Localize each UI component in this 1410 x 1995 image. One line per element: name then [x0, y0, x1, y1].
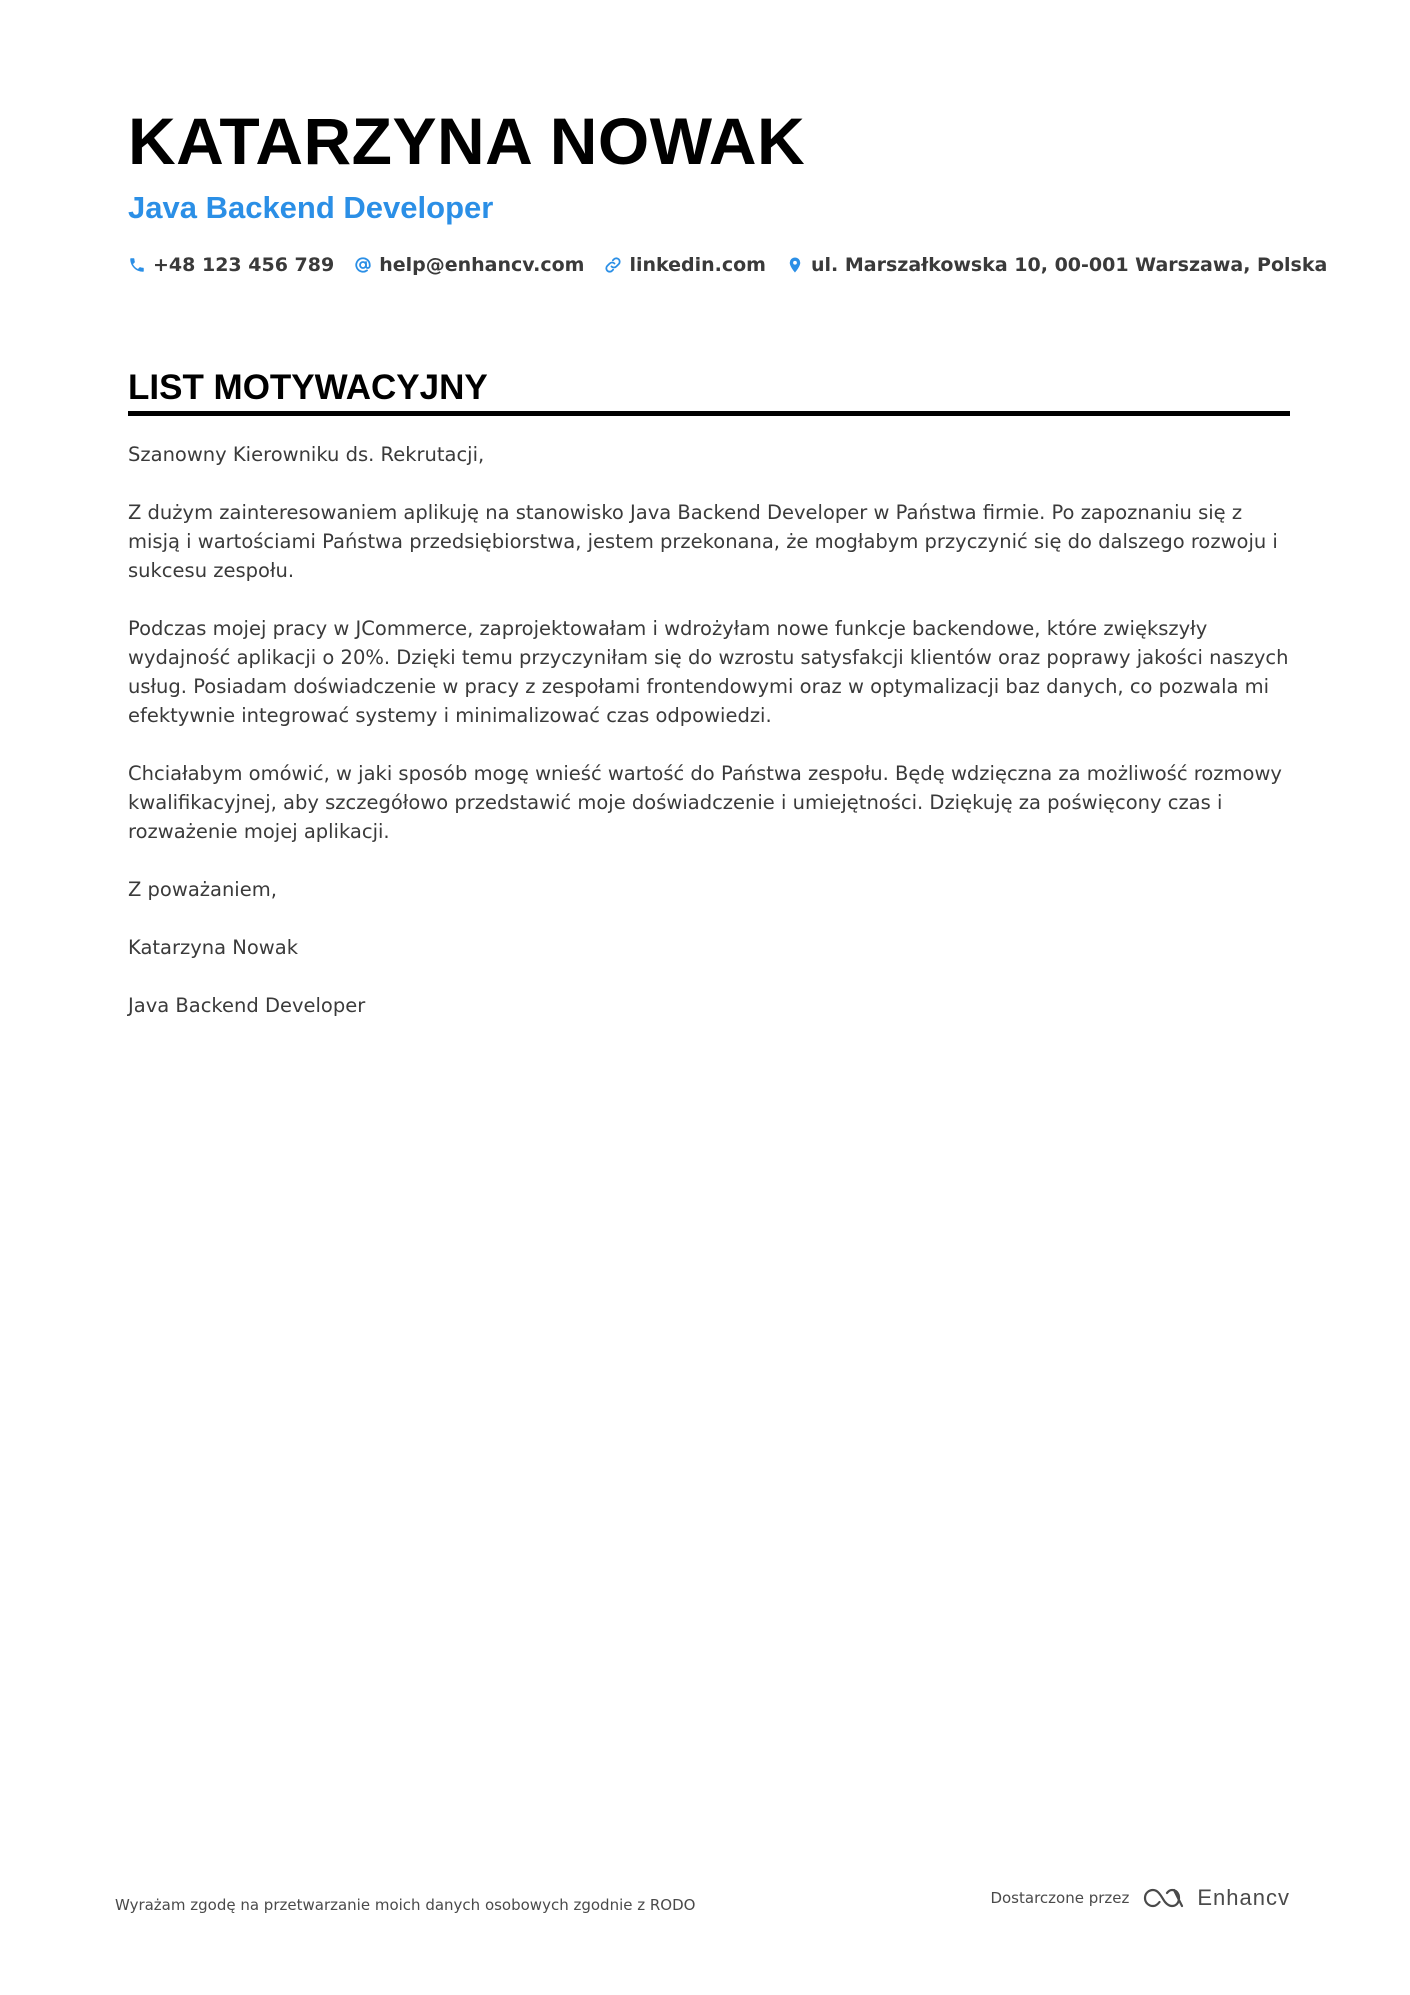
enhancv-brand-name: Enhancv	[1197, 1885, 1290, 1910]
signature-name: Katarzyna Nowak	[128, 936, 298, 959]
letter-greeting: Szanowny Kierowniku ds. Rekrutacji,	[128, 443, 485, 466]
candidate-name: KATARZYNA NOWAK	[128, 104, 806, 178]
powered-by[interactable]	[990, 1884, 1290, 1912]
letter-paragraph-2: Podczas mojej pracy w JCommerce, zaprojektowałam i wdrożyłam nowe funkcje backendowe, które zwiększyły wydajność aplikacji o 20%. Dzięki temu przyczyniłam się do wzrostu satysfakcji klientów oraz poprawy jakości naszych usług. Posiadam doświadczenie w pracy z zespołami frontendowymi oraz w optymalizacji baz danych, co pozwala mi efektywnie integrować systemy i minimalizować czas odpowiedzi.	[128, 617, 1289, 727]
contact-email-text: help@enhancv.com	[379, 254, 585, 276]
section-divider	[128, 411, 1290, 416]
contact-phone-text: +48 123 456 789	[153, 254, 335, 276]
signature-role: Java Backend Developer	[128, 994, 366, 1017]
contact-linkedin-text: linkedin.com	[629, 254, 766, 276]
contact-email[interactable]	[354, 254, 584, 276]
contact-linkedin[interactable]	[604, 254, 766, 276]
letter-paragraph-1: Z dużym zainteresowaniem aplikuję na stanowisko Java Backend Developer w Państwa firmie. Po zapoznaniu się z misją i wartościami Państwa przedsiębiorstwa, jestem przekonana, że mogłabym przyczynić się do dalszego rozwoju i sukcesu zespołu.	[128, 501, 1278, 582]
candidate-role: Java Backend Developer	[128, 190, 494, 225]
letter-closing: Z poważaniem,	[128, 878, 277, 901]
letter-body	[128, 440, 1290, 1049]
contact-address	[786, 254, 1327, 276]
contact-bar	[128, 254, 1347, 276]
enhancv-logo-icon	[1141, 1884, 1187, 1912]
section-title: LIST MOTYWACYJNY	[128, 368, 488, 407]
at-icon	[354, 256, 372, 274]
cover-letter-page	[128, 0, 1328, 1995]
link-icon	[604, 256, 622, 274]
gdpr-consent: Wyrażam zgodę na przetwarzanie moich danych osobowych zgodnie z RODO	[115, 1896, 696, 1914]
contact-phone[interactable]	[128, 254, 334, 276]
location-icon	[786, 256, 804, 274]
powered-by-label: Dostarczone przez	[990, 1889, 1130, 1907]
letter-paragraph-3: Chciałabym omówić, w jaki sposób mogę wnieść wartość do Państwa zespołu. Będę wdzięczna za możliwość rozmowy kwalifikacyjnej, aby szczegółowo przedstawić moje doświadczenie i umiejętności. Dziękuję za poświęcony czas i rozważenie mojej aplikacji.	[128, 762, 1282, 843]
phone-icon	[128, 256, 146, 274]
contact-address-text: ul. Marszałkowska 10, 00-001 Warszawa, Polska	[810, 254, 1328, 276]
